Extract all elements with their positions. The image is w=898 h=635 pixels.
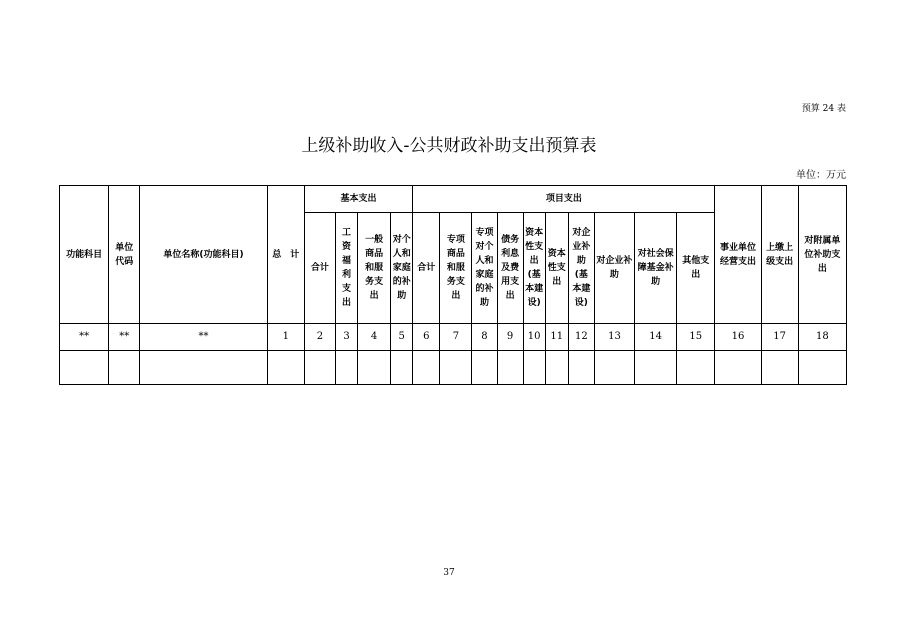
index-cell: 7 [440, 324, 472, 351]
index-cell: 11 [545, 324, 568, 351]
index-cell: 5 [391, 324, 413, 351]
index-cell: 13 [594, 324, 634, 351]
header-remit-upper: 上缴上级支出 [761, 186, 798, 324]
header-individual-household: 对个人和家庭的补助 [391, 213, 413, 324]
header-business-operating: 事业单位经营支出 [715, 186, 761, 324]
index-cell: 6 [413, 324, 440, 351]
empty-cell [335, 351, 357, 385]
empty-cell [677, 351, 715, 385]
empty-cell [267, 351, 304, 385]
header-grand-total: 总 计 [267, 186, 304, 324]
empty-cell [440, 351, 472, 385]
empty-cell [413, 351, 440, 385]
empty-cell [761, 351, 798, 385]
empty-cell [594, 351, 634, 385]
header-capital-construction: 资本性支出(基本建设) [523, 213, 545, 324]
empty-cell [523, 351, 545, 385]
page-number: 37 [443, 568, 455, 578]
budget-table [59, 185, 847, 385]
header-basic-total: 合计 [304, 213, 335, 324]
header-special-individual-household: 专项对个人和家庭的补助 [472, 213, 497, 324]
empty-cell [568, 351, 594, 385]
empty-cell [140, 351, 267, 385]
index-cell: 18 [798, 324, 846, 351]
index-cell: 3 [335, 324, 357, 351]
form-number: 预算 24 表 [801, 104, 846, 114]
index-cell: ** [140, 324, 267, 351]
empty-cell [497, 351, 523, 385]
empty-cell [391, 351, 413, 385]
header-other: 其他支出 [677, 213, 715, 324]
header-unit-name: 单位名称(功能科目) [140, 186, 267, 324]
header-enterprise-construction: 对企业补助(基本建设) [568, 213, 594, 324]
index-cell: 14 [635, 324, 677, 351]
header-unit-code: 单位代码 [109, 186, 140, 324]
empty-cell [798, 351, 846, 385]
empty-cell [60, 351, 109, 385]
header-social-security-fund: 对社会保障基金补助 [635, 213, 677, 324]
header-wages-welfare: 工资福利支出 [335, 213, 357, 324]
header-capital: 资本性支出 [545, 213, 568, 324]
unit-label: 单位：万元 [796, 170, 846, 181]
index-cell: 15 [677, 324, 715, 351]
header-special-goods-services: 专项商品和服务支出 [440, 213, 472, 324]
header-group-basic: 基本支出 [304, 186, 412, 213]
empty-cell [472, 351, 497, 385]
index-cell: 8 [472, 324, 497, 351]
index-cell: ** [109, 324, 140, 351]
header-subsidiary-subsidy: 对附属单位补助支出 [798, 186, 846, 324]
empty-data-row [60, 351, 847, 385]
header-enterprise-subsidy: 对企业补助 [594, 213, 634, 324]
index-cell: 10 [523, 324, 545, 351]
index-row [60, 324, 847, 351]
page-title: 上级补助收入-公共财政补助支出预算表 [301, 136, 597, 156]
empty-cell [635, 351, 677, 385]
header-function-subject: 功能科目 [60, 186, 109, 324]
index-cell: 12 [568, 324, 594, 351]
index-cell: 17 [761, 324, 798, 351]
header-debt-interest: 债务利息及费用支出 [497, 213, 523, 324]
empty-cell [358, 351, 391, 385]
index-cell: 2 [304, 324, 335, 351]
empty-cell [545, 351, 568, 385]
index-cell: 16 [715, 324, 761, 351]
empty-cell [715, 351, 761, 385]
header-project-total: 合计 [413, 213, 440, 324]
index-cell: 9 [497, 324, 523, 351]
index-cell: ** [60, 324, 109, 351]
empty-cell [109, 351, 140, 385]
header-group-project: 项目支出 [413, 186, 715, 213]
index-cell: 1 [267, 324, 304, 351]
empty-cell [304, 351, 335, 385]
header-goods-services: 一般商品和服务支出 [358, 213, 391, 324]
index-cell: 4 [358, 324, 391, 351]
